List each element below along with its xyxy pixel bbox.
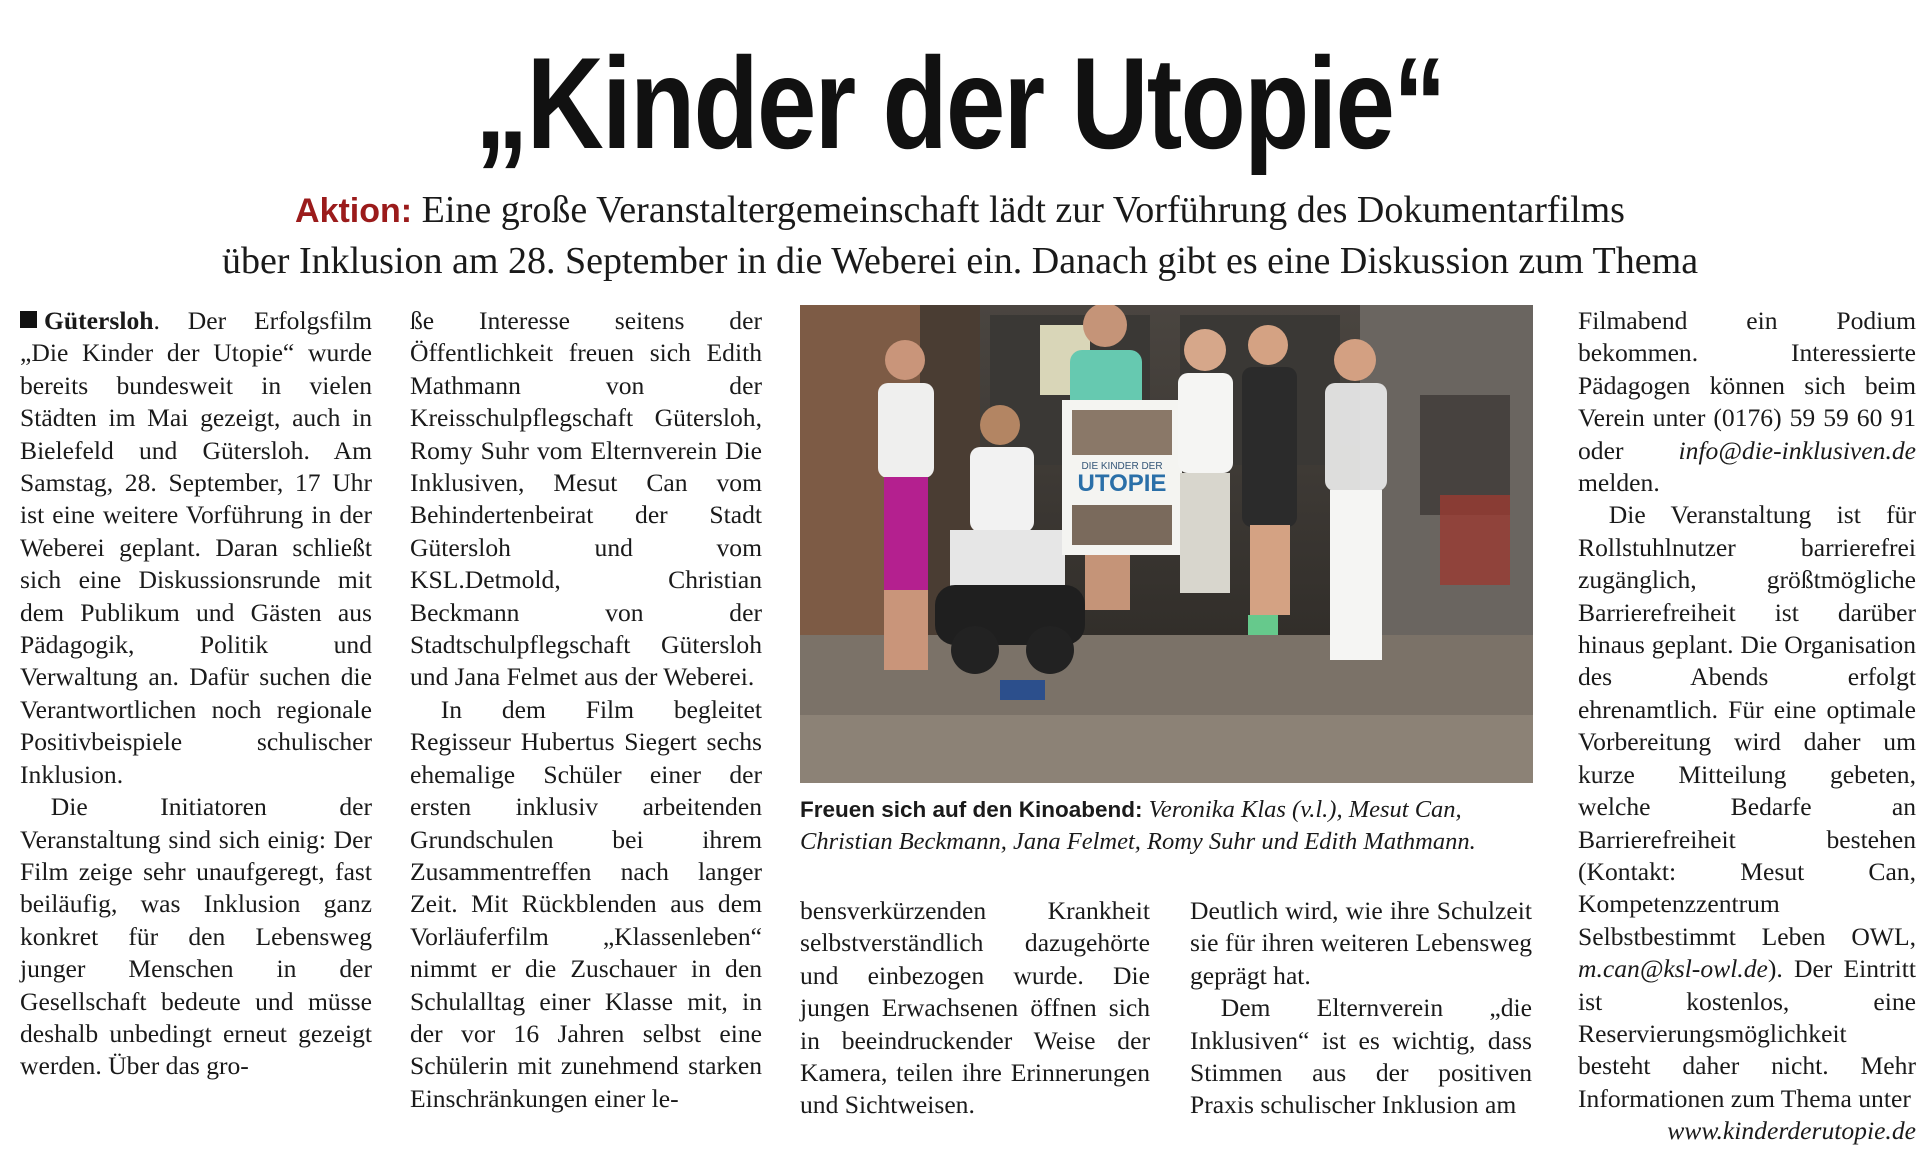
subheadline-line-1 bbox=[0, 185, 1920, 236]
subheadline-line-2: über Inklusion am 28. September in die Weberei ein. Danach gibt es eine Diskussion zum Thema bbox=[221, 240, 1699, 282]
headline: „Kinder der Utopie“ bbox=[475, 30, 1445, 176]
email-link[interactable]: m.can@ksl-owl.de bbox=[1578, 954, 1768, 984]
dateline-square-icon bbox=[20, 311, 37, 328]
paragraph-text: Filmabend ein Podium bekommen. Interessierte Pädagogen können sich beim Verein unter (0176) 59 59 60 91 oder bbox=[1578, 306, 1916, 465]
paragraph-text: ). Der Eintritt ist kostenlos, eine Reservierungsmöglichkeit besteht daher nicht. Mehr Informationen zum Thema unter bbox=[1578, 954, 1916, 1113]
article-column-3 bbox=[800, 895, 1150, 1122]
paragraph-text: Die Veranstaltung ist für Rollstuhlnutzer barrierefrei zugänglich, größtmögliche Barrierefreiheit ist darüber hinaus geplant. Die Organisation des Abends erfolgt ehrenamtlich. Für eine optimale Vorbereitung wird daher um kurze Mitteilung gebeten, welche Bedarfe an Barrierefreiheit bestehen (Kontakt: Mesut Can, Kompetenzzentrum Selbstbestimmt Leben OWL, bbox=[1578, 500, 1916, 951]
subheadline bbox=[0, 185, 1920, 286]
photo-illustration bbox=[800, 305, 1533, 783]
article-column-5 bbox=[1578, 305, 1916, 1148]
photo-caption bbox=[800, 794, 1533, 858]
article-paragraph bbox=[1578, 305, 1916, 499]
kicker: Aktion: bbox=[295, 192, 413, 230]
subheadline-text-1: Eine große Veranstaltergemeinschaft lädt zur Vorführung des Dokumentarfilms bbox=[412, 189, 1625, 231]
website-link[interactable]: www.kinderderutopie.de bbox=[1667, 1116, 1916, 1146]
email-link[interactable]: info@die-inklusiven.de bbox=[1678, 435, 1916, 465]
article-paragraph: Dem Elternverein „die Inklusiven“ ist es wichtig, dass Stimmen aus der positiven Praxis schulischer Inklusion am bbox=[1190, 993, 1532, 1120]
dateline: Gütersloh bbox=[44, 306, 154, 335]
paragraph-text: . Der Erfolgsfilm „Die Kinder der Utopie“ wurde bereits bundesweit in vielen Städten im Mai gezeigt, auch in Bielefeld und Gütersloh. Am Samstag, 28. September, 17 Uhr ist eine weitere Vorführung in der Weberei geplant. Daran schließt sich eine Diskussionsrunde mit dem Publikum und Gästen aus Pädagogik, Politik und Verwaltung an. Dafür suchen die Verantwortlichen noch regionale Positivbeispiele schulischer Inklusion. bbox=[20, 306, 372, 789]
article-paragraph: Deutlich wird, wie ihre Schulzeit sie für ihren weiteren Lebensweg geprägt hat. bbox=[1190, 896, 1532, 990]
caption-text: Veronika Klas (v.l.), Mesut Can, Christian Beckmann, Jana Felmet, Romy Suhr und Edith Mathmann. bbox=[800, 796, 1476, 855]
article-paragraph: In dem Film begleitet Regisseur Hubertus Siegert sechs ehemalige Schüler einer der ersten inklusiv arbeitenden Grundschulen bei ihrem Zusammentreffen nach langer Zeit. Mit Rückblenden aus dem Vorläuferfilm „Klassenleben“ nimmt er die Zuschauer in den Schulalltag einer Klasse mit, in der vor 16 Jahren selbst eine Schülerin mit zunehmend starken Einschränkungen einer le- bbox=[410, 694, 762, 1113]
caption-lead: Freuen sich auf den Kinoabend: bbox=[800, 797, 1143, 822]
article-column-2 bbox=[410, 305, 762, 1115]
article-paragraph: Die Initiatoren der Veranstaltung sind sich einig: Der Film zeige sehr unaufgeregt, fast beiläufig, was Inklusion ganz konkret für den Lebensweg junger Menschen in der Gesellschaft bedeute und müsse deshalb unbedingt erneut gezeigt werden. Über das gro- bbox=[20, 792, 372, 1081]
poster-title-text: UTOPIE bbox=[1077, 470, 1167, 497]
poster-top-text: DIE KINDER DER bbox=[1081, 461, 1163, 472]
article-paragraph: ße Interesse seitens der Öffentlichkeit freuen sich Edith Mathmann von der Kreisschulpflegschaft Gütersloh, Romy Suhr vom Elternverein Die Inklusiven, Mesut Can vom Behindertenbeirat der Stadt Gütersloh und vom KSL.Detmold, Christian Beckmann von der Stadtschulpflegschaft Gütersloh und Jana Felmet aus der Weberei. bbox=[410, 306, 762, 692]
article-photo bbox=[800, 305, 1533, 783]
article-paragraph: bensverkürzenden Krankheit selbstverständlich dazugehörte und einbezogen wurde. Die jungen Erwachsenen öffnen sich in beeindruckender Weise der Kamera, teilen ihre Erinnerungen und Sichtweisen. bbox=[800, 896, 1150, 1120]
article-column-1 bbox=[20, 305, 372, 1083]
paragraph-text: melden. bbox=[1578, 468, 1660, 498]
article-paragraph bbox=[20, 305, 372, 791]
article-column-4 bbox=[1190, 895, 1532, 1122]
article-paragraph bbox=[1578, 499, 1916, 1115]
